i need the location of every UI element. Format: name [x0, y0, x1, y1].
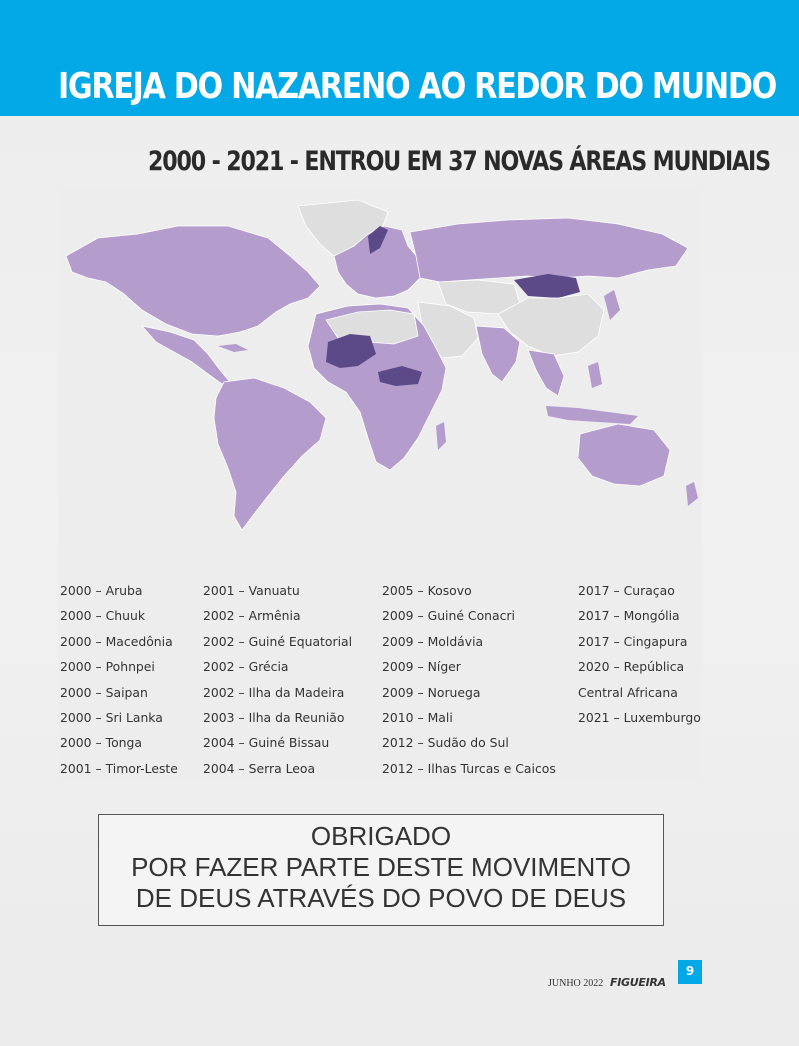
map-new-zealand	[686, 482, 698, 506]
map-southeast-asia	[528, 350, 564, 396]
list-item: 2012 – Sudão do Sul	[382, 735, 509, 751]
list-item: 2017 – Mongólia	[578, 608, 680, 624]
list-item: 2020 – República	[578, 659, 685, 675]
list-item: 2000 – Chuuk	[60, 608, 145, 624]
list-item: 2005 – Kosovo	[382, 583, 472, 598]
page-title: IGREJA DO NAZARENO AO REDOR DO MUNDO	[58, 66, 776, 107]
map-indonesia	[546, 406, 638, 424]
list-item: 2000 – Tonga	[60, 735, 142, 751]
entries-column-1	[60, 578, 178, 781]
list-item: 2001 – Timor-Leste	[60, 760, 178, 776]
list-item: 2000 – Saipan	[60, 684, 148, 700]
list-item: 2009 – Guiné Conacri	[382, 608, 515, 624]
thanks-line-1: OBRIGADO	[310, 821, 452, 851]
list-item: Central Africana	[578, 684, 678, 700]
list-item: 2000 – Sri Lanka	[60, 709, 163, 725]
thanks-box	[98, 814, 664, 926]
thanks-line-2: POR FAZER PARTE DESTE MOVIMENTO	[131, 852, 631, 882]
map-south-america	[214, 378, 326, 530]
map-north-america	[66, 226, 320, 336]
map-caribbean	[218, 344, 248, 352]
list-item: 2009 – Noruega	[382, 684, 481, 700]
map-philippines	[588, 362, 602, 388]
page-number-badge: 9	[678, 960, 702, 984]
entries-column-2	[203, 578, 352, 781]
thanks-line-3: DE DEUS ATRAVÉS DO POVO DE DEUS	[135, 883, 627, 913]
list-item: 2004 – Serra Leoa	[203, 760, 316, 776]
map-russia	[410, 218, 688, 282]
list-item: 2002 – Ilha da Madeira	[203, 684, 345, 700]
header-banner	[0, 0, 799, 116]
list-item: 2002 – Guiné Equatorial	[203, 633, 353, 649]
entries-column-3	[382, 578, 556, 781]
map-australia	[578, 424, 670, 486]
footer-brand-logo: FIGUEIRA	[610, 976, 666, 989]
list-item: 2000 – Aruba	[60, 583, 143, 598]
footer-date: JUNHO 2022	[548, 978, 604, 989]
list-item: 2002 – Armênia	[203, 608, 301, 624]
list-item: 2000 – Pohnpei	[60, 659, 155, 675]
list-item: 2010 – Mali	[382, 709, 453, 725]
map-japan	[604, 290, 620, 320]
list-item: 2009 – Níger	[382, 659, 461, 675]
world-map	[58, 186, 702, 546]
list-item: 2001 – Vanuatu	[203, 583, 300, 598]
section-subtitle: 2000 - 2021 - ENTROU EM 37 NOVAS ÁREAS MUNDIAIS	[148, 146, 770, 177]
list-item: 2017 – Curaçao	[578, 583, 675, 598]
list-item: 2012 – Ilhas Turcas e Caicos	[382, 760, 556, 776]
list-item: 2002 – Grécia	[203, 659, 289, 675]
map-madagascar	[436, 422, 446, 450]
list-item: 2003 – Ilha da Reunião	[203, 709, 345, 725]
entries-column-4	[578, 578, 701, 730]
list-item: 2021 – Luxemburgo	[578, 709, 701, 725]
map-mongolia	[514, 274, 580, 298]
list-item: 2017 – Cingapura	[578, 633, 688, 649]
list-item: 2009 – Moldávia	[382, 633, 484, 649]
list-item: 2004 – Guiné Bissau	[203, 735, 330, 751]
list-item: 2000 – Macedônia	[60, 633, 173, 649]
